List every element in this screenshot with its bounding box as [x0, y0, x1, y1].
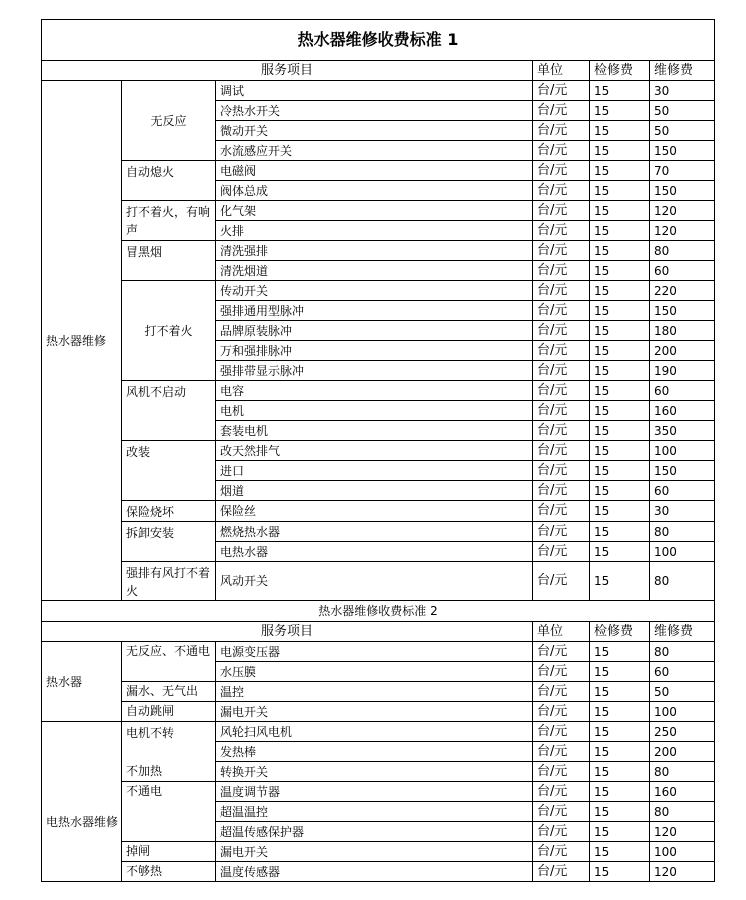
- inspect-fee-cell: 15: [590, 421, 650, 441]
- table1-header-row: [42, 61, 715, 81]
- repair-item: 温度传感器: [216, 862, 533, 882]
- symptom-label: 自动熄火: [122, 161, 216, 201]
- unit-cell: 台/元: [533, 241, 590, 261]
- repair-item: 改天然排气: [216, 441, 533, 461]
- repair-item: 传动开关: [216, 281, 533, 301]
- repair-fee-cell: 60: [650, 381, 715, 401]
- inspect-fee-cell: 15: [590, 361, 650, 381]
- header-service-item: 服务项目: [42, 61, 533, 81]
- repair-fee-cell: 200: [650, 742, 715, 762]
- unit-cell: 台/元: [533, 862, 590, 882]
- symptom-label: [122, 722, 216, 782]
- repair-fee-cell: 80: [650, 642, 715, 662]
- unit-cell: 台/元: [533, 481, 590, 501]
- repair-item: 水流感应开关: [216, 141, 533, 161]
- unit-cell: 台/元: [533, 201, 590, 221]
- repair-fee-cell: 150: [650, 461, 715, 481]
- symptom-label: 保险烧坏: [122, 501, 216, 522]
- repair-fee-cell: 250: [650, 722, 715, 742]
- repair-fee-cell: 190: [650, 361, 715, 381]
- inspect-fee-cell: 15: [590, 702, 650, 722]
- inspect-fee-cell: 15: [590, 281, 650, 301]
- repair-fee-cell: 80: [650, 562, 715, 601]
- unit-cell: 台/元: [533, 842, 590, 862]
- inspect-fee-cell: 15: [590, 181, 650, 201]
- repair-item: 风动开关: [216, 562, 533, 601]
- repair-fee-cell: 30: [650, 81, 715, 101]
- table-row: [42, 81, 715, 101]
- repair-fee-cell: 70: [650, 161, 715, 181]
- repair-item: 风轮扫风电机: [216, 722, 533, 742]
- header-unit: 单位: [533, 622, 590, 642]
- inspect-fee-cell: 15: [590, 321, 650, 341]
- inspect-fee-cell: 15: [590, 261, 650, 281]
- inspect-fee-cell: 15: [590, 642, 650, 662]
- symptom-label: 不通电: [122, 782, 216, 842]
- inspect-fee-cell: 15: [590, 121, 650, 141]
- unit-cell: 台/元: [533, 221, 590, 241]
- unit-cell: 台/元: [533, 161, 590, 181]
- unit-cell: 台/元: [533, 762, 590, 782]
- inspect-fee-cell: 15: [590, 201, 650, 221]
- inspect-fee-cell: 15: [590, 241, 650, 261]
- repair-item: 电容: [216, 381, 533, 401]
- repair-fee-cell: 120: [650, 862, 715, 882]
- inspect-fee-cell: 15: [590, 802, 650, 822]
- inspect-fee-cell: 15: [590, 542, 650, 562]
- unit-cell: 台/元: [533, 401, 590, 421]
- inspect-fee-cell: 15: [590, 562, 650, 601]
- price-document: [41, 19, 714, 882]
- unit-cell: 台/元: [533, 321, 590, 341]
- unit-cell: 台/元: [533, 281, 590, 301]
- inspect-fee-cell: 15: [590, 762, 650, 782]
- unit-cell: 台/元: [533, 121, 590, 141]
- repair-fee-cell: 100: [650, 842, 715, 862]
- repair-item: 化气架: [216, 201, 533, 221]
- unit-cell: 台/元: [533, 81, 590, 101]
- unit-cell: 台/元: [533, 542, 590, 562]
- table-row: [42, 161, 715, 181]
- inspect-fee-cell: 15: [590, 862, 650, 882]
- symptom-label: 打不着火，有响声: [122, 201, 216, 241]
- repair-fee-cell: 350: [650, 421, 715, 441]
- symptom-label: 无反应: [122, 81, 216, 161]
- repair-fee-cell: 120: [650, 221, 715, 241]
- category-label: 热水器: [42, 642, 122, 722]
- inspect-fee-cell: 15: [590, 81, 650, 101]
- table-row: [42, 702, 715, 722]
- price-table: [41, 19, 715, 882]
- repair-item: 万和强排脉冲: [216, 341, 533, 361]
- symptom-label: 掉闸: [122, 842, 216, 862]
- repair-item: 漏电开关: [216, 842, 533, 862]
- unit-cell: 台/元: [533, 501, 590, 522]
- inspect-fee-cell: 15: [590, 461, 650, 481]
- inspect-fee-cell: 15: [590, 822, 650, 842]
- repair-item: 发热棒: [216, 742, 533, 762]
- table2-title: 热水器维修收费标准 2: [42, 601, 715, 622]
- symptom-label: 强排有风打不着火: [122, 562, 216, 601]
- unit-cell: 台/元: [533, 361, 590, 381]
- repair-fee-cell: 220: [650, 281, 715, 301]
- repair-fee-cell: 180: [650, 321, 715, 341]
- header-inspect-fee: 检修费: [590, 622, 650, 642]
- inspect-fee-cell: 15: [590, 301, 650, 321]
- unit-cell: 台/元: [533, 662, 590, 682]
- repair-item: 阀体总成: [216, 181, 533, 201]
- inspect-fee-cell: 15: [590, 381, 650, 401]
- repair-item: 火排: [216, 221, 533, 241]
- unit-cell: 台/元: [533, 441, 590, 461]
- repair-fee-cell: 80: [650, 522, 715, 542]
- symptom-label: 漏水、无气出: [122, 682, 216, 702]
- header-inspect-fee: 检修费: [590, 61, 650, 81]
- table-row: [42, 782, 715, 802]
- repair-item: 转换开关: [216, 762, 533, 782]
- repair-fee-cell: 150: [650, 181, 715, 201]
- inspect-fee-cell: 15: [590, 782, 650, 802]
- header-service-item: 服务项目: [42, 622, 533, 642]
- inspect-fee-cell: 15: [590, 501, 650, 522]
- table-row: [42, 241, 715, 261]
- repair-fee-cell: 80: [650, 241, 715, 261]
- repair-fee-cell: 50: [650, 682, 715, 702]
- repair-fee-cell: 160: [650, 401, 715, 421]
- repair-fee-cell: 150: [650, 141, 715, 161]
- category-label: 热水器维修: [42, 81, 122, 601]
- repair-fee-cell: 160: [650, 782, 715, 802]
- repair-item: 燃烧热水器: [216, 522, 533, 542]
- unit-cell: 台/元: [533, 461, 590, 481]
- symptom-label: 风机不启动: [122, 381, 216, 441]
- inspect-fee-cell: 15: [590, 221, 650, 241]
- repair-fee-cell: 200: [650, 341, 715, 361]
- repair-fee-cell: 60: [650, 481, 715, 501]
- table-row: [42, 201, 715, 221]
- unit-cell: 台/元: [533, 742, 590, 762]
- table-row: [42, 522, 715, 542]
- repair-item: 水压膜: [216, 662, 533, 682]
- unit-cell: 台/元: [533, 381, 590, 401]
- repair-fee-cell: 120: [650, 822, 715, 842]
- repair-item: 强排带显示脉冲: [216, 361, 533, 381]
- repair-fee-cell: 100: [650, 441, 715, 461]
- repair-fee-cell: 60: [650, 261, 715, 281]
- unit-cell: 台/元: [533, 562, 590, 601]
- unit-cell: 台/元: [533, 782, 590, 802]
- table-row: [42, 562, 715, 601]
- repair-item: 电热水器: [216, 542, 533, 562]
- unit-cell: 台/元: [533, 642, 590, 662]
- table2-title-row: [42, 601, 715, 622]
- repair-item: 调试: [216, 81, 533, 101]
- inspect-fee-cell: 15: [590, 722, 650, 742]
- table-row: [42, 862, 715, 882]
- inspect-fee-cell: 15: [590, 522, 650, 542]
- repair-item: 超温传感保护器: [216, 822, 533, 842]
- repair-item: 清洗烟道: [216, 261, 533, 281]
- unit-cell: 台/元: [533, 722, 590, 742]
- unit-cell: 台/元: [533, 682, 590, 702]
- repair-item: 强排通用型脉冲: [216, 301, 533, 321]
- unit-cell: 台/元: [533, 261, 590, 281]
- symptom-label: 打不着火: [122, 281, 216, 381]
- unit-cell: 台/元: [533, 522, 590, 542]
- header-repair-fee: 维修费: [650, 61, 715, 81]
- table-row: [42, 441, 715, 461]
- symptom-label-line: 电机不转: [126, 726, 175, 740]
- inspect-fee-cell: 15: [590, 141, 650, 161]
- symptom-label: 自动跳闸: [122, 702, 216, 722]
- inspect-fee-cell: 15: [590, 842, 650, 862]
- repair-item: 保险丝: [216, 501, 533, 522]
- repair-fee-cell: 50: [650, 101, 715, 121]
- table-row: [42, 682, 715, 702]
- repair-fee-cell: 60: [650, 662, 715, 682]
- unit-cell: 台/元: [533, 822, 590, 842]
- table-row: [42, 381, 715, 401]
- unit-cell: 台/元: [533, 341, 590, 361]
- symptom-label: 改装: [122, 441, 216, 501]
- repair-fee-cell: 120: [650, 201, 715, 221]
- inspect-fee-cell: 15: [590, 101, 650, 121]
- table1-title-row: [42, 20, 715, 61]
- inspect-fee-cell: 15: [590, 742, 650, 762]
- unit-cell: 台/元: [533, 101, 590, 121]
- price-table-body: [42, 20, 715, 882]
- repair-item: 冷热水开关: [216, 101, 533, 121]
- repair-item: 温度调节器: [216, 782, 533, 802]
- repair-item: 烟道: [216, 481, 533, 501]
- symptom-label: 无反应、不通电: [122, 642, 216, 682]
- category-label: 电热水器维修: [42, 722, 122, 882]
- repair-item: 电源变压器: [216, 642, 533, 662]
- repair-fee-cell: 80: [650, 762, 715, 782]
- repair-item: 品牌原装脉冲: [216, 321, 533, 341]
- repair-item: 电磁阀: [216, 161, 533, 181]
- repair-item: 温控: [216, 682, 533, 702]
- inspect-fee-cell: 15: [590, 401, 650, 421]
- inspect-fee-cell: 15: [590, 682, 650, 702]
- repair-fee-cell: 150: [650, 301, 715, 321]
- symptom-label: 拆卸安装: [122, 522, 216, 562]
- repair-fee-cell: 100: [650, 702, 715, 722]
- table-row: [42, 501, 715, 522]
- inspect-fee-cell: 15: [590, 441, 650, 461]
- repair-item: 微动开关: [216, 121, 533, 141]
- symptom-label-line: 不加热: [126, 764, 163, 778]
- table-row: [42, 722, 715, 742]
- header-repair-fee: 维修费: [650, 622, 715, 642]
- inspect-fee-cell: 15: [590, 161, 650, 181]
- table-row: [42, 281, 715, 301]
- repair-item: 漏电开关: [216, 702, 533, 722]
- repair-item: 清洗强排: [216, 241, 533, 261]
- symptom-label: 冒黑烟: [122, 241, 216, 281]
- unit-cell: 台/元: [533, 181, 590, 201]
- unit-cell: 台/元: [533, 702, 590, 722]
- symptom-label: 不够热: [122, 862, 216, 882]
- repair-item: 套装电机: [216, 421, 533, 441]
- symptom-label-line: [126, 744, 215, 762]
- table-row: [42, 642, 715, 662]
- inspect-fee-cell: 15: [590, 481, 650, 501]
- unit-cell: 台/元: [533, 802, 590, 822]
- table2-header-row: [42, 622, 715, 642]
- inspect-fee-cell: 15: [590, 662, 650, 682]
- repair-fee-cell: 80: [650, 802, 715, 822]
- repair-item: 进口: [216, 461, 533, 481]
- table-row: [42, 842, 715, 862]
- repair-fee-cell: 50: [650, 121, 715, 141]
- header-unit: 单位: [533, 61, 590, 81]
- unit-cell: 台/元: [533, 421, 590, 441]
- inspect-fee-cell: 15: [590, 341, 650, 361]
- unit-cell: 台/元: [533, 141, 590, 161]
- repair-item: 电机: [216, 401, 533, 421]
- repair-item: 超温温控: [216, 802, 533, 822]
- unit-cell: 台/元: [533, 301, 590, 321]
- repair-fee-cell: 100: [650, 542, 715, 562]
- repair-fee-cell: 30: [650, 501, 715, 522]
- table1-title: 热水器维修收费标准 1: [42, 20, 715, 61]
